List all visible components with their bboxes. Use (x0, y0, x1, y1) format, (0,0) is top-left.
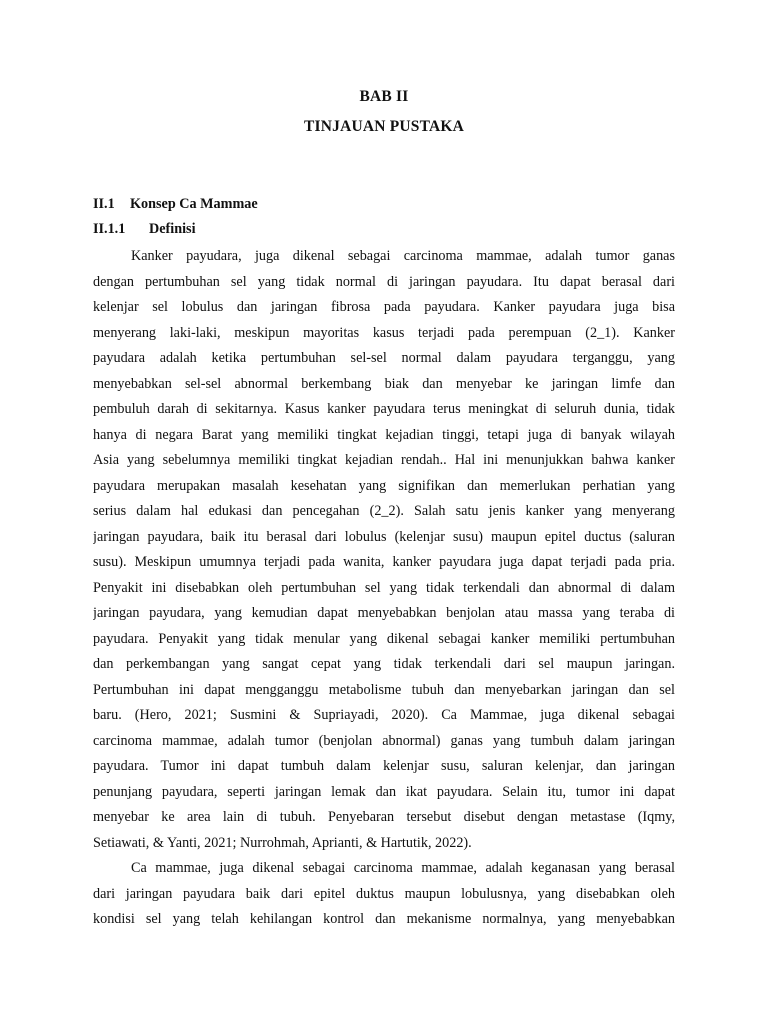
text-line: Kanker payudara, juga dikenal sebagai carcinoma mammae, adalah tumor ganas (131, 248, 675, 264)
text-line: payudara. Tumor ini dapat tumbuh dalam kelenjar susu, saluran kelenjar, dan jaringan (93, 758, 675, 774)
text-line: kondisi sel yang telah kehilangan kontrol dan mekanisme normalnya, yang menyebabkan (93, 911, 675, 927)
text-line: pembuluh darah di sekitarnya. Kasus kanker payudara terus meningkat di seluruh dunia, tidak (93, 401, 675, 417)
text-line: susu). Meskipun umumnya terjadi pada wanita, kanker payudara juga dapat terjadi pada pria. (93, 554, 675, 570)
subsection-heading (93, 221, 196, 238)
subsection-title: Definisi (149, 221, 196, 237)
text-line: hanya di negara Barat yang memiliki tingkat kejadian tinggi, tetapi juga di banyak wilayah (93, 426, 675, 443)
text-line: Penyakit ini disebabkan oleh pertumbuhan sel yang tidak terkendali dan abnormal di dalam (93, 579, 675, 596)
text-line: menyebar ke area lain di tubuh. Penyebaran tersebut disebut dengan metastase (Iqmy, (93, 809, 675, 825)
body-text (93, 244, 675, 933)
paragraph-ca-mammae (93, 856, 675, 933)
text-line: dan perkembangan yang sangat cepat yang tidak terkendali dari sel maupun jaringan. (93, 656, 675, 672)
text-line: dari jaringan payudara baik dari epitel duktus maupun lobulusnya, yang disebabkan oleh (93, 885, 675, 902)
text-line: baru. (Hero, 2021; Susmini & Supriayadi, 2020). Ca Mammae, juga dikenal sebagai (93, 707, 675, 723)
chapter-title: TINJAUAN PUSTAKA (303, 118, 465, 135)
text-line: Asia yang sebelumnya memiliki tingkat kejadian rendah.. Hal ini menunjukkan bahwa kanker (93, 452, 675, 468)
section-title: Konsep Ca Mammae (130, 196, 258, 212)
text-line: dengan pertumbuhan sel yang tidak normal di jaringan payudara. Itu dapat berasal dari (93, 273, 675, 290)
text-line: serius dalam hal edukasi dan pencegahan (2_2). Salah satu jenis kanker yang menyerang (93, 503, 675, 519)
chapter-number: BAB II (359, 88, 409, 105)
text-line: Pertumbuhan ini dapat mengganggu metabolisme tubuh dan menyebarkan jaringan dan sel (93, 681, 675, 698)
text-line: payudara adalah ketika pertumbuhan sel-sel normal dalam payudara terganggu, yang (93, 350, 675, 366)
paragraph-definition (93, 244, 675, 856)
section-heading (93, 196, 258, 213)
text-line: Setiawati, & Yanti, 2021; Nurrohmah, Aprianti, & Hartutik, 2022). (93, 834, 472, 851)
text-line: jaringan payudara, yang kemudian dapat menyebabkan benjolan atau massa yang teraba di (93, 605, 675, 621)
text-line: menyebabkan sel-sel abnormal berkembang biak dan menyebar ke jaringan limfe dan (93, 375, 675, 392)
text-line: payudara merupakan masalah kesehatan yang signifikan dan memerlukan perhatian yang (93, 477, 675, 494)
text-line: carcinoma mammae, adalah tumor (benjolan abnormal) ganas yang tumbuh dalam jaringan (93, 732, 675, 749)
text-line: payudara. Penyakit yang tidak menular yang dikenal sebagai kanker memiliki pertumbuhan (93, 630, 675, 647)
text-line: penunjang payudara, seperti jaringan lemak dan ikat payudara. Selain itu, tumor ini dapat (93, 783, 675, 800)
section-number: II.1 (93, 196, 115, 212)
text-line: kelenjar sel lobulus dan jaringan fibrosa pada payudara. Kanker payudara juga bisa (93, 299, 675, 315)
text-line: menyerang laki-laki, meskipun mayoritas kasus terjadi pada perempuan (2_1). Kanker (93, 324, 675, 341)
text-line: jaringan payudara, baik itu berasal dari lobulus (kelenjar susu) maupun epitel ductus (saluran (93, 528, 675, 545)
subsection-number: II.1.1 (93, 221, 126, 237)
text-line: Ca mammae, juga dikenal sebagai carcinoma mammae, adalah keganasan yang berasal (131, 860, 675, 876)
